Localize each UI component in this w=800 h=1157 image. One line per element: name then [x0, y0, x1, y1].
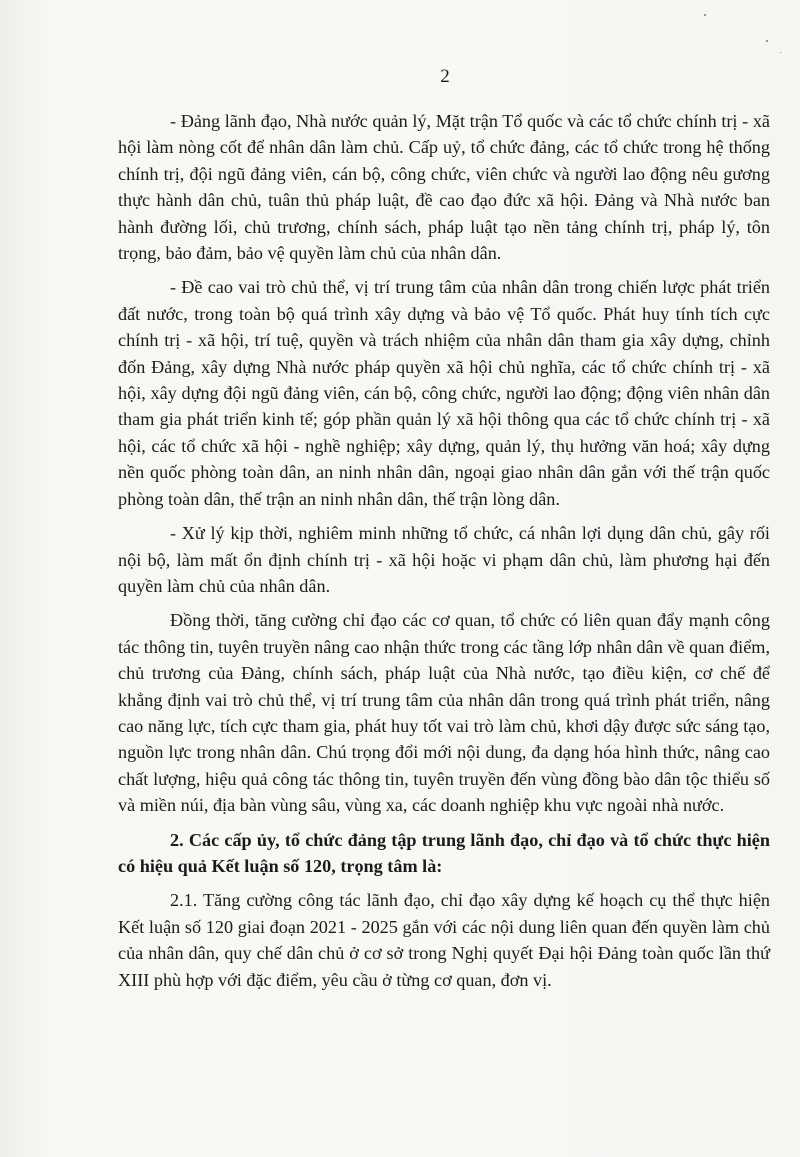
paragraph-2-1: 2.1. Tăng cường công tác lãnh đạo, chỉ đạo xây dựng kế hoạch cụ thể thực hiện Kết luận số 120 giai đoạn 2021 - 2025 gắn với các nội dung liên quan đến quyền làm chủ của nhân dân, quy chế dân chủ ở cơ sở trong Nghị quyết Đại hội Đảng toàn quốc lần thứ XIII phù hợp với đặc điểm, yêu cầu ở từng cơ quan, đơn vị.: [118, 890, 770, 990]
scan-speck: [766, 40, 768, 42]
paragraph-xu-ly-kip-thoi: - Xử lý kịp thời, nghiêm minh những tổ chức, cá nhân lợi dụng dân chủ, gây rối nội bộ, làm mất ổn định chính trị - xã hội hoặc vi phạm dân chủ, làm phương hại đến quyền làm chủ của nhân dân.: [118, 523, 770, 596]
paragraph-de-cao-vai-tro: - Đề cao vai trò chủ thể, vị trí trung tâm của nhân dân trong chiến lược phát triển đất nước, trong toàn bộ quá trình xây dựng và bảo vệ Tổ quốc. Phát huy tính tích cực chính trị - xã hội, trí tuệ, quyền và trách nhiệm của nhân dân tham gia xây dựng, chỉnh đốn Đảng, xây dựng Nhà nước pháp quyền xã hội chủ nghĩa, các tổ chức chính trị - xã hội, xây dựng đội ngũ đảng viên, cán bộ, công chức, người lao động; động viên nhân dân tham gia phát triển kinh tế; góp phần quản lý xã hội thông qua các tổ chức chính trị - xã hội, các tổ chức xã hội - nghề nghiệp; xây dựng, quản lý, thụ hưởng văn hoá; xây dựng nền quốc phòng toàn dân, an ninh nhân dân, ngoại giao nhân dân gắn với thế trận quốc phòng toàn dân, thế trận an ninh nhân dân, thế trận lòng dân.: [118, 277, 770, 509]
document-body: [118, 108, 770, 1001]
paragraph-dang-lanh-dao: - Đảng lãnh đạo, Nhà nước quản lý, Mặt trận Tổ quốc và các tổ chức chính trị - xã hội làm nòng cốt để nhân dân làm chủ. Cấp uỷ, tổ chức đảng, các tổ chức trong hệ thống chính trị, đội ngũ đảng viên, cán bộ, công chức, viên chức và người lao động nêu gương thực hành dân chủ, tuân thủ pháp luật, đề cao đạo đức xã hội. Đảng và Nhà nước ban hành đường lối, chủ trương, chính sách, pháp luật tạo nền tảng chính trị, pháp lý, tôn trọng, bảo đảm, bảo vệ quyền làm chủ của nhân dân.: [118, 111, 770, 264]
page-number: 2: [440, 66, 450, 87]
paragraph-dong-thoi: Đồng thời, tăng cường chỉ đạo các cơ quan, tổ chức có liên quan đẩy mạnh công tác thông tin, tuyên truyền nâng cao nhận thức trong các tầng lớp nhân dân về quan điểm, chủ trương của Đảng, chính sách, pháp luật của Nhà nước, tạo điều kiện, cơ chế để khẳng định vai trò chủ thể, vị trí trung tâm của nhân dân trong quá trình phát triển, nâng cao năng lực, tích cực tham gia, phát huy tốt vai trò làm chủ, khơi dậy được sức sáng tạo, nguồn lực trong nhân dân. Chú trọng đổi mới nội dung, đa dạng hóa hình thức, nâng cao chất lượng, hiệu quả công tác thông tin, tuyên truyền đến vùng đồng bào dân tộc thiểu số và miền núi, địa bàn vùng sâu, vùng xa, các doanh nghiệp khu vực ngoài nhà nước.: [118, 610, 770, 816]
scan-speck: [704, 14, 706, 16]
section-heading-2: 2. Các cấp ủy, tổ chức đảng tập trung lãnh đạo, chỉ đạo và tổ chức thực hiện có hiệu quả Kết luận số 120, trọng tâm là:: [118, 829, 770, 876]
scan-speck: [780, 52, 781, 53]
